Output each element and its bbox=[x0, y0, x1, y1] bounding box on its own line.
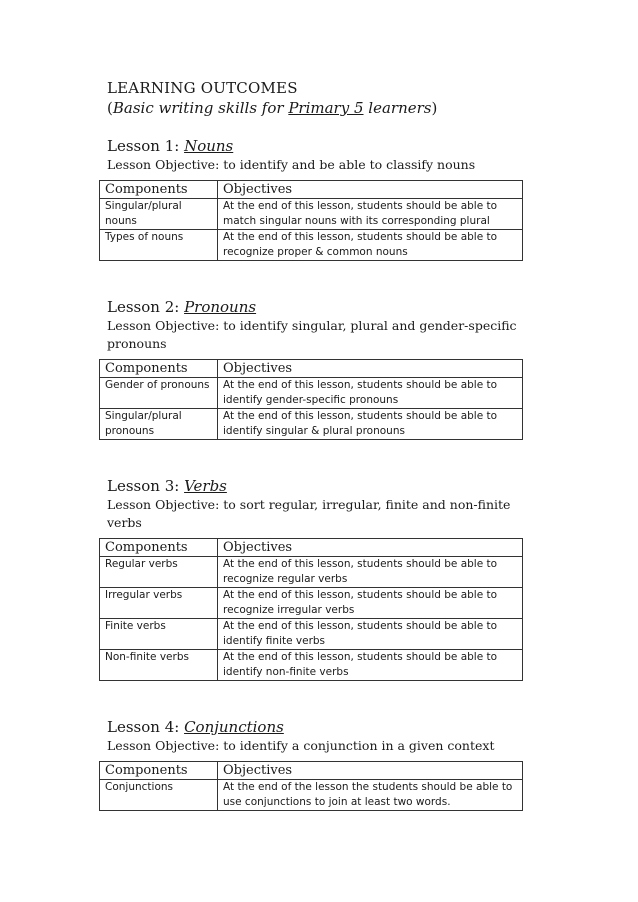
subtitle-post: learners bbox=[363, 99, 432, 117]
component-cell: Gender of pronouns bbox=[100, 378, 218, 409]
lesson-objective: Lesson Objective: to identify singular, plural and gender-specific pronouns bbox=[107, 318, 517, 351]
lesson-heading bbox=[107, 476, 527, 496]
component-cell: Types of nouns bbox=[100, 230, 218, 261]
lessons-container bbox=[107, 136, 527, 811]
objective-cell: At the end of this lesson, students should be able to match singular nouns with its corresponding plural bbox=[218, 199, 523, 230]
lesson-name: Pronouns bbox=[184, 298, 257, 316]
table-row bbox=[100, 780, 523, 811]
component-cell: Conjunctions bbox=[100, 780, 218, 811]
lesson-name: Nouns bbox=[184, 137, 234, 155]
header-objectives: Objectives bbox=[218, 762, 523, 780]
header-components: Components bbox=[100, 360, 218, 378]
lesson-heading bbox=[107, 136, 527, 156]
table-header-row bbox=[100, 762, 523, 780]
header-components: Components bbox=[100, 762, 218, 780]
table-row bbox=[100, 650, 523, 681]
table-row bbox=[100, 557, 523, 588]
objectives-table bbox=[99, 180, 523, 261]
header-objectives: Objectives bbox=[218, 360, 523, 378]
subtitle-open: ( bbox=[107, 99, 113, 117]
objectives-table bbox=[99, 538, 523, 681]
section-spacer bbox=[107, 440, 527, 476]
subtitle-pre: Basic writing skills for bbox=[112, 99, 289, 117]
lesson-name: Conjunctions bbox=[184, 718, 284, 736]
objective-cell: At the end of the lesson the students should be able to use conjunctions to join at least two words. bbox=[218, 780, 523, 811]
component-cell: Singular/plural nouns bbox=[100, 199, 218, 230]
objective-cell: At the end of this lesson, students should be able to identify singular & plural pronouns bbox=[218, 409, 523, 440]
lesson-number: Lesson 4: bbox=[107, 718, 185, 736]
lesson-objective: Lesson Objective: to identify a conjunction in a given context bbox=[107, 738, 495, 753]
table-row bbox=[100, 619, 523, 650]
section-spacer bbox=[107, 681, 527, 717]
table-header-row bbox=[100, 539, 523, 557]
component-cell: Non-finite verbs bbox=[100, 650, 218, 681]
subtitle-close: ) bbox=[431, 99, 438, 117]
lesson-heading bbox=[107, 717, 527, 737]
objective-cell: At the end of this lesson, students should be able to recognize irregular verbs bbox=[218, 588, 523, 619]
document-subtitle bbox=[107, 98, 527, 118]
section-spacer bbox=[107, 261, 527, 297]
lesson-section bbox=[107, 476, 527, 717]
lesson-section bbox=[107, 136, 527, 297]
objectives-table bbox=[99, 761, 523, 811]
table-row bbox=[100, 199, 523, 230]
lesson-number: Lesson 2: bbox=[107, 298, 185, 316]
lesson-objective: Lesson Objective: to sort regular, irregular, finite and non-finite verbs bbox=[107, 497, 511, 530]
table-header-row bbox=[100, 360, 523, 378]
subtitle-grade: Primary 5 bbox=[288, 99, 364, 117]
lesson-number: Lesson 1: bbox=[107, 137, 185, 155]
objective-cell: At the end of this lesson, students should be able to recognize regular verbs bbox=[218, 557, 523, 588]
lesson-section bbox=[107, 297, 527, 476]
header-components: Components bbox=[100, 539, 218, 557]
lesson-section bbox=[107, 717, 527, 811]
component-cell: Singular/plural pronouns bbox=[100, 409, 218, 440]
objective-cell: At the end of this lesson, students should be able to identify finite verbs bbox=[218, 619, 523, 650]
header-objectives: Objectives bbox=[218, 181, 523, 199]
header-objectives: Objectives bbox=[218, 539, 523, 557]
lesson-heading bbox=[107, 297, 527, 317]
component-cell: Irregular verbs bbox=[100, 588, 218, 619]
lesson-name: Verbs bbox=[184, 477, 227, 495]
table-row bbox=[100, 230, 523, 261]
lesson-number: Lesson 3: bbox=[107, 477, 185, 495]
document-page bbox=[107, 78, 527, 811]
table-row bbox=[100, 588, 523, 619]
objective-cell: At the end of this lesson, students should be able to recognize proper & common nouns bbox=[218, 230, 523, 261]
objective-cell: At the end of this lesson, students should be able to identify gender-specific pronouns bbox=[218, 378, 523, 409]
table-row bbox=[100, 409, 523, 440]
component-cell: Finite verbs bbox=[100, 619, 218, 650]
table-header-row bbox=[100, 181, 523, 199]
objective-cell: At the end of this lesson, students should be able to identify non-finite verbs bbox=[218, 650, 523, 681]
objectives-table bbox=[99, 359, 523, 440]
header-components: Components bbox=[100, 181, 218, 199]
lesson-objective: Lesson Objective: to identify and be able to classify nouns bbox=[107, 157, 476, 172]
component-cell: Regular verbs bbox=[100, 557, 218, 588]
document-title: LEARNING OUTCOMES bbox=[107, 79, 298, 97]
table-row bbox=[100, 378, 523, 409]
